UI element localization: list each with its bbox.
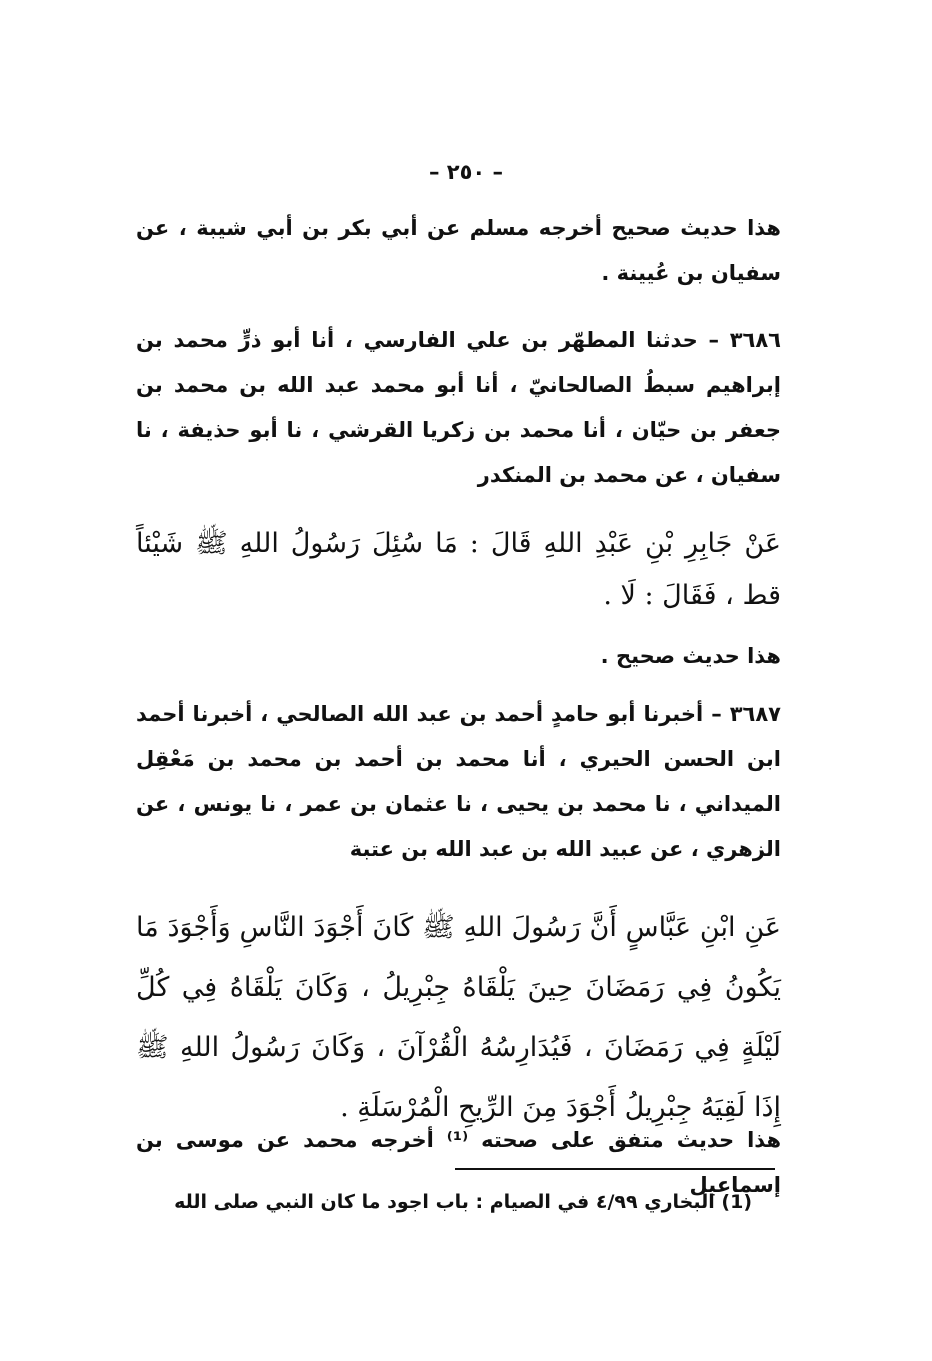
grading-paragraph: هذا حديث صحيح . [600, 644, 781, 668]
footnote-separator [455, 1168, 775, 1170]
footnote: (1) البخاري ٤/٩٩ في الصيام : باب اجود ما كان النبي صلى الله [174, 1191, 752, 1213]
isnad-paragraph: ٣٦٨٧ – أخبرنا أبو حامدٍ أحمد بن عبد الله الصالحي ، أخبرنا أحمد ابن الحسن الحيري ، أنا محمد بن أحمد بن محمد بن مَعْقِل الميداني ، نا محمد بن يحيى ، نا عثمان بن عمر ، نا يونس ، عن الزهري ، عن عبيد الله بن عبد الله بن عتبة [136, 702, 781, 861]
grading-paragraph: هذا حديث متفق على صحته ⁽¹⁾ أخرجه محمد عن موسى بن إسماعيل [136, 1128, 781, 1197]
isnad-paragraph: ٣٦٨٦ – حدثنا المطهّر بن علي الفارسي ، أنا أبو ذرٍّ محمد بن إبراهيم سبطُ الصالحانيّ ، أنا أبو محمد عبد الله بن محمد بن جعفر بن حيّان ، أنا محمد بن زكريا القرشي ، نا أبو حذيفة ، نا سفيان ، عن محمد بن المنكدر [136, 328, 781, 487]
hadith-text-paragraph: عَنْ جَابِرِ بْنِ عَبْدِ اللهِ قَالَ : مَا سُئِلَ رَسُولُ اللهِ ﷺ شَيْئاً قط ، فَقَالَ : لَا . [136, 528, 781, 611]
hadith-text-paragraph: عَنِ ابْنِ عَبَّاسٍ أَنَّ رَسُولَ اللهِ ﷺ كَانَ أَجْوَدَ النَّاسِ وَأَجْوَدَ مَا يَكُونُ فِي رَمَضَانَ حِينَ يَلْقَاهُ جِبْرِيلُ ، وَكَانَ يَلْقَاهُ فِي كُلِّ لَيْلَةٍ فِي رَمَضَانَ ، فَيُدَارِسُهُ الْقُرْآنَ ، وَكَانَ رَسُولُ اللهِ ﷺ إِذَا لَقِيَهُ جِبْرِيلُ أَجْوَدَ مِنَ الرِّيحِ الْمُرْسَلَةِ . [136, 912, 781, 1123]
grading-paragraph: هذا حديث صحيح أخرجه مسلم عن أبي بكر بن أبي شيبة ، عن سفيان بن عُيينة . [136, 216, 781, 285]
page-number: – ٢٥٠ – [428, 160, 504, 184]
